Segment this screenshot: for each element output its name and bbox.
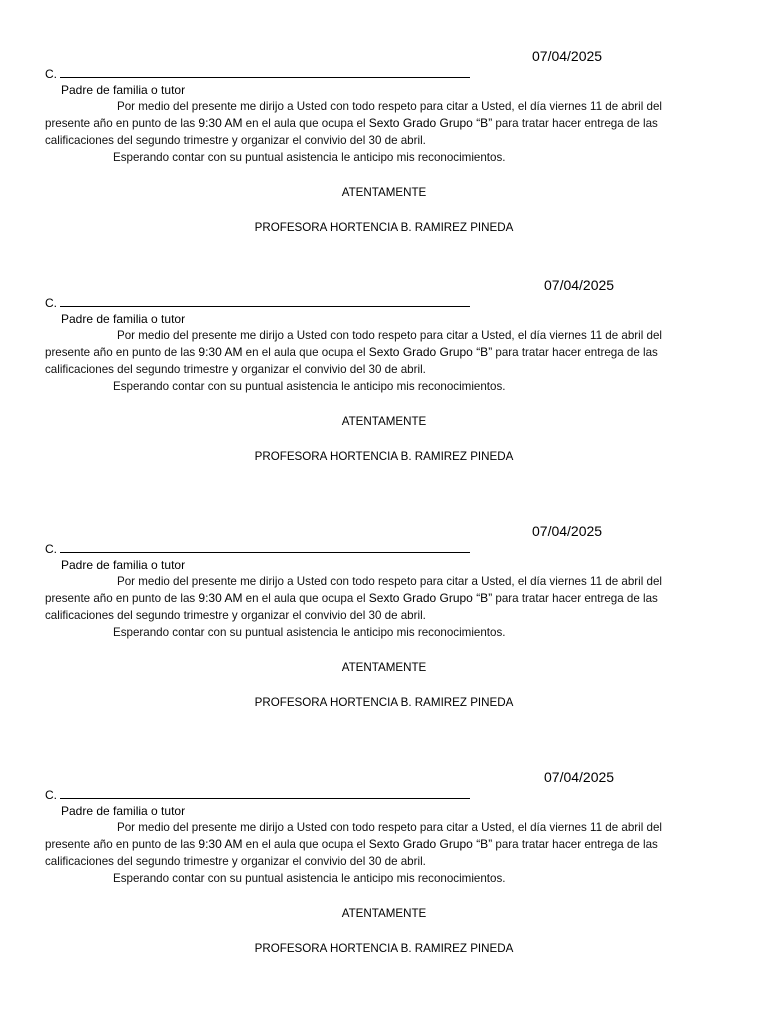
signer: PROFESORA HORTENCIA B. RAMIREZ PINEDA — [254, 221, 514, 234]
paragraph-1-part-c: para tratar hacer entrega de las calificaciones del segundo trimestre y organizar el convivio del 30 de abril. — [45, 592, 658, 622]
paragraph-1-part-a: Por medio del presente me dirijo a Usted con todo respeto para citar a Usted, el día viernes 11 de abril del presente año en punto de las — [45, 100, 662, 130]
paragraph-1-part-c: para tratar hacer entrega de las calificaciones del segundo trimestre y organizar el convivio del 30 de abril. — [45, 346, 658, 376]
paragraph-2: Esperando contar con su puntual asistencia le anticipo mis reconocimientos. — [113, 151, 506, 164]
recipient-line — [45, 66, 470, 81]
recipient-prefix: C. — [45, 67, 57, 81]
name-blank-line — [60, 787, 470, 799]
date: 07/04/2025 — [532, 48, 603, 64]
paragraph-1-part-a: Por medio del presente me dirijo a Usted con todo respeto para citar a Usted, el día viernes 11 de abril del presente año en punto de las — [45, 329, 662, 359]
recipient-line — [45, 295, 470, 310]
meeting-time: 9:30 AM — [198, 345, 243, 359]
meeting-time: 9:30 AM — [198, 591, 243, 605]
paragraph-2: Esperando contar con su puntual asistencia le anticipo mis reconocimientos. — [113, 626, 506, 639]
paragraph-1-part-c: para tratar hacer entrega de las calificaciones del segundo trimestre y organizar el convivio del 30 de abril. — [45, 117, 658, 147]
signer: PROFESORA HORTENCIA B. RAMIREZ PINEDA — [254, 696, 514, 709]
addressee: Padre de familia o tutor — [61, 804, 186, 818]
date: 07/04/2025 — [544, 769, 615, 785]
body-text — [45, 819, 710, 887]
paragraph-2: Esperando contar con su puntual asistencia le anticipo mis reconocimientos. — [113, 380, 506, 393]
signer: PROFESORA HORTENCIA B. RAMIREZ PINEDA — [254, 942, 514, 955]
addressee: Padre de familia o tutor — [61, 558, 186, 572]
paragraph-2: Esperando contar con su puntual asistencia le anticipo mis reconocimientos. — [113, 872, 506, 885]
closing: ATENTAMENTE — [341, 661, 427, 674]
addressee: Padre de familia o tutor — [61, 312, 186, 326]
paragraph-1-part-c: para tratar hacer entrega de las calificaciones del segundo trimestre y organizar el convivio del 30 de abril. — [45, 838, 658, 868]
group-name: Sexto Grado Grupo “B” — [368, 345, 493, 359]
body-text — [45, 98, 710, 166]
group-name: Sexto Grado Grupo “B” — [368, 116, 493, 130]
closing: ATENTAMENTE — [341, 907, 427, 920]
date: 07/04/2025 — [544, 277, 615, 293]
group-name: Sexto Grado Grupo “B” — [368, 591, 493, 605]
paragraph-1-part-a: Por medio del presente me dirijo a Usted con todo respeto para citar a Usted, el día viernes 11 de abril del presente año en punto de las — [45, 821, 662, 851]
meeting-time: 9:30 AM — [198, 116, 243, 130]
signer: PROFESORA HORTENCIA B. RAMIREZ PINEDA — [254, 450, 514, 463]
paragraph-1-part-b: en el aula que ocupa el — [242, 117, 369, 130]
group-name: Sexto Grado Grupo “B” — [368, 837, 493, 851]
date: 07/04/2025 — [532, 523, 603, 539]
name-blank-line — [60, 541, 470, 553]
closing: ATENTAMENTE — [341, 415, 427, 428]
recipient-prefix: C. — [45, 296, 57, 310]
notice-3 — [0, 523, 768, 763]
paragraph-1-part-a: Por medio del presente me dirijo a Usted con todo respeto para citar a Usted, el día viernes 11 de abril del presente año en punto de las — [45, 575, 662, 605]
addressee: Padre de familia o tutor — [61, 83, 186, 97]
body-text — [45, 327, 710, 395]
name-blank-line — [60, 295, 470, 307]
recipient-prefix: C. — [45, 542, 57, 556]
paragraph-1-part-b: en el aula que ocupa el — [242, 592, 369, 605]
body-text — [45, 573, 710, 641]
name-blank-line — [60, 66, 470, 78]
notice-2 — [0, 277, 768, 517]
recipient-line — [45, 541, 470, 556]
notice-1 — [0, 48, 768, 288]
recipient-prefix: C. — [45, 788, 57, 802]
recipient-line — [45, 787, 470, 802]
paragraph-1-part-b: en el aula que ocupa el — [242, 346, 369, 359]
meeting-time: 9:30 AM — [198, 837, 243, 851]
closing: ATENTAMENTE — [341, 186, 427, 199]
paragraph-1-part-b: en el aula que ocupa el — [242, 838, 369, 851]
notice-4 — [0, 769, 768, 1009]
